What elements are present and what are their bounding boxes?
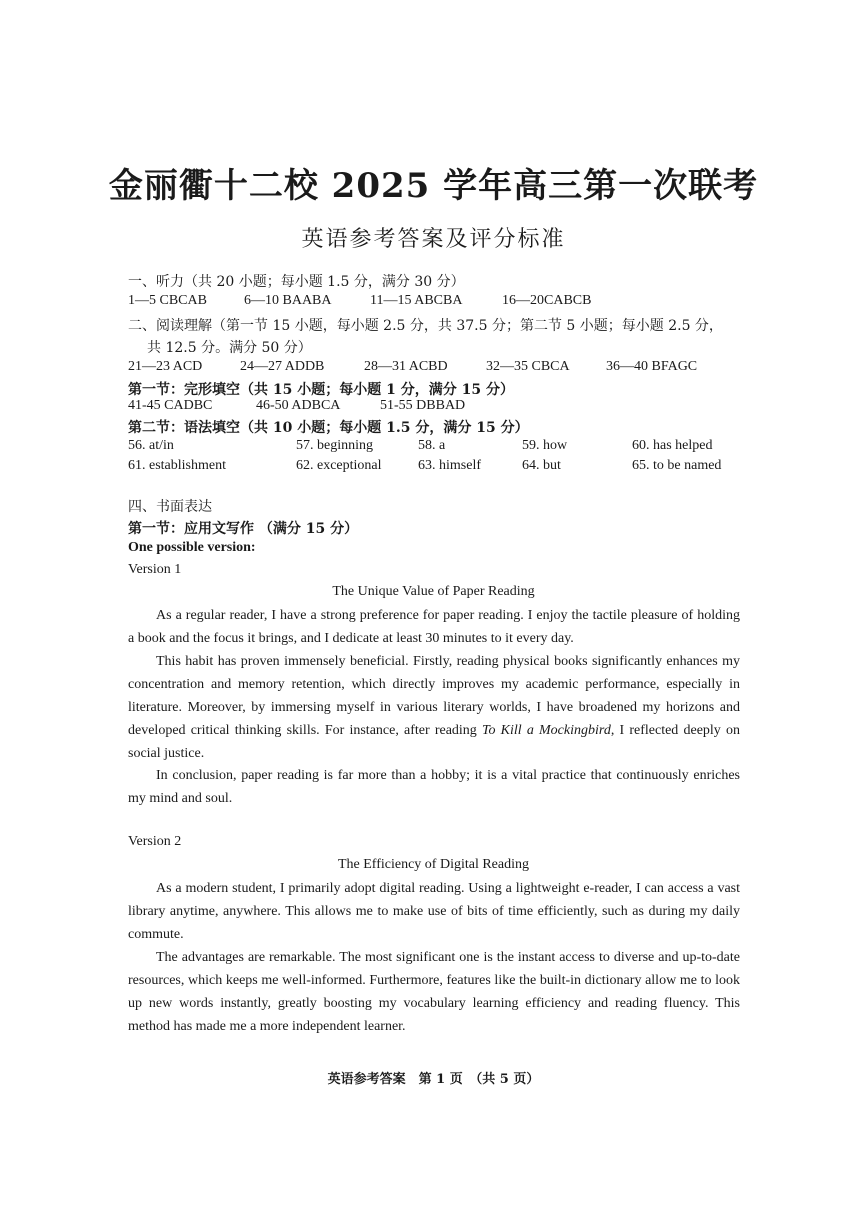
writing-section1-heading: 第一节：应用文写作 （满分 15 分） (128, 521, 359, 537)
grammar-answer: 60. has helped (632, 438, 713, 453)
reading-answer: 24—27 ADDB (240, 359, 325, 374)
grammar-heading: 第二节：语法填空（共 10 小题；每小题 1.5 分，满分 15 分） (128, 420, 529, 436)
listening-answer: 1—5 CBCAB (128, 293, 207, 308)
cloze-answer: 46-50 ADBCA (256, 398, 341, 413)
grammar-answer: 63. himself (418, 458, 481, 473)
reading-heading: 二、阅读理解（第一节 15 小题，每小题 2.5 分，共 37.5 分；第二节 5 小题；每小题 2.5 分， (128, 318, 723, 334)
version1-paragraph-2 (128, 650, 740, 765)
version2-label: Version 2 (128, 834, 182, 849)
listening-answer: 16—20CABCB (502, 293, 592, 308)
version1-label: Version 1 (128, 562, 182, 577)
cloze-answer: 41-45 CADBC (128, 398, 213, 413)
grammar-answer: 57. beginning (296, 438, 373, 453)
version1-paragraph-3: In conclusion, paper reading is far more than a hobby; it is a vital practice that continuously enriches my mind and soul. (128, 768, 740, 806)
version2-paragraph-1: As a modern student, I primarily adopt digital reading. Using a lightweight e-reader, I can access a vast library anytime, anywhere. This allows me to make use of bits of time efficiently, such as during my daily commute. (128, 881, 740, 942)
grammar-answer: 56. at/in (128, 438, 174, 453)
book-title: To Kill a Mockingbird (481, 723, 611, 738)
listening-answer: 6—10 BAABA (244, 293, 332, 308)
possible-version-label: One possible version: (128, 540, 256, 555)
cloze-answer: 51-55 DBBAD (380, 398, 466, 413)
cloze-heading: 第一节：完形填空（共 15 小题；每小题 1 分，满分 15 分） (128, 382, 514, 398)
page-title: 金丽衢十二校 2025 学年高三第一次联考 (108, 166, 759, 206)
version1-paragraph-1: As a regular reader, I have a strong preference for paper reading. I enjoy the tactile pleasure of holding a book and the focus it brings, and I dedicate at least 30 minutes to it every day. (128, 608, 740, 646)
reading-answer: 21—23 ACD (128, 359, 203, 374)
version1-paragraph-2-end: , I reflected deeply on social justice. (128, 723, 740, 761)
listening-answer: 11—15 ABCBA (370, 293, 463, 308)
version1-title: The Unique Value of Paper Reading (332, 584, 535, 599)
reading-heading-cont: 共 12.5 分。满分 50 分） (147, 340, 312, 356)
grammar-answer: 59. how (522, 438, 568, 453)
page-subtitle: 英语参考答案及评分标准 (301, 227, 566, 252)
version2-title: The Efficiency of Digital Reading (337, 857, 529, 872)
grammar-answer: 65. to be named (632, 458, 722, 473)
version2-paragraph-2: The advantages are remarkable. The most significant one is the instant access to diverse and up-to-date resources, which keeps me well-informed. Furthermore, features like the built-in dictionary allow me to look up new words instantly, greatly boosting my vocabulary learning efficiency and reading fluency. This method has made me a more independent learner. (128, 950, 740, 1034)
listening-heading: 一、听力（共 20 小题；每小题 1.5 分，满分 30 分） (128, 274, 465, 290)
grammar-answer: 64. but (522, 458, 561, 473)
reading-answer: 32—35 CBCA (486, 359, 570, 374)
grammar-answer: 61. establishment (128, 458, 226, 473)
version1-paragraph-2-text: This habit has proven immensely beneficial. Firstly, reading physical books significantly enhances my concentration and memory retention, which directly improves my academic performance, especially in literature. Moreover, by immersing myself in various literary worlds, I have broadened my horizons and developed critical thinking skills. For instance, after reading (128, 654, 740, 738)
grammar-answer: 58. a (418, 438, 446, 453)
writing-heading: 四、书面表达 (128, 499, 212, 515)
grammar-answer: 62. exceptional (296, 458, 382, 473)
reading-answer: 28—31 ACBD (364, 359, 448, 374)
page-footer: 英语参考答案 第 1 页 （共 5 页） (327, 1072, 540, 1087)
reading-answer: 36—40 BFAGC (606, 359, 698, 374)
